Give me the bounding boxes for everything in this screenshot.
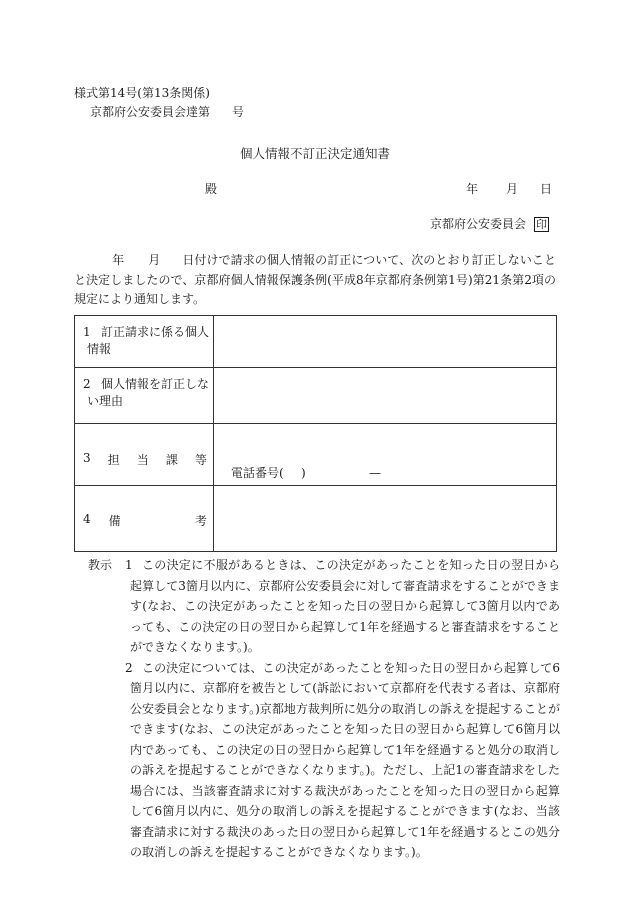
label-char: 備 [108, 514, 121, 528]
date-line [466, 180, 552, 197]
issuer-name: 京都府公安委員会 [430, 217, 527, 231]
body-text: 日付けで請求の個人情報の訂正について、次のとおり訂正しないことと決定しましたので、京都府個人情報保護条例(平成8年京都府条例第1号)第21条第2項の規定により通知します。 [74, 253, 556, 306]
phone-label: 電話番号( [231, 466, 284, 480]
table-row [75, 316, 557, 368]
instruction-number: 2 [125, 660, 133, 675]
label-char: 課 [165, 453, 178, 467]
row-label: 訂正請求に係る個人 [101, 325, 210, 339]
value-cell [214, 316, 557, 368]
phone-line [231, 464, 556, 481]
document-title: 個人情報不訂正決定通知書 [239, 146, 390, 161]
instructions-heading: 教示 [88, 558, 113, 572]
body-month: 月 [148, 253, 161, 267]
value-cell [214, 486, 557, 552]
date-year: 年 [466, 182, 479, 196]
info-table [74, 315, 557, 552]
value-cell [214, 424, 557, 486]
instruction-number: 1 [125, 558, 133, 572]
label-char: 当 [136, 453, 149, 467]
table-row [75, 424, 557, 486]
notice-body [74, 251, 556, 310]
date-month: 月 [506, 182, 519, 196]
instruction-item [88, 555, 560, 658]
instruction-text: この決定に不服があるときは、この決定があったことを知った日の翌日から起算して3箇月以内に、京都府公安委員会に対して審査請求をすることができます(なお、この決定があったことを知った日の翌日から起算して3箇月以内であっても、この決定の日の翌日から起算して1年を経過すると審査請求をすることができなくなります。)。 [130, 558, 560, 654]
row-number: 2 [83, 377, 91, 391]
notice-number [90, 103, 244, 120]
row-label-cont: 情報 [87, 342, 112, 356]
row-label-cont: い理由 [87, 394, 124, 408]
row-number: 1 [83, 325, 91, 339]
notice-number-prefix: 京都府公安委員会達第 [90, 105, 211, 119]
seal-mark: 印 [536, 218, 548, 231]
addressee-suffix: 殿 [205, 182, 218, 196]
label-char: 考 [194, 514, 207, 528]
phone-dash: — [369, 466, 381, 480]
table-row [75, 368, 557, 424]
instruction-text: この決定については、この決定があったことを知った日の翌日から起算して6箇月以内に、京都府を被告として(訴訟において京都府を代表する者は、京都府公安委員会となります。)京都地方裁判所に処分の取消しの訴えを提起することができます(なお、この決定があったことを知った日の翌日から起算して6箇月以内であっても、この決定の日の翌日から起算して1年を経過すると処分の取消しの訴えを提起することができなくなります。)。ただし、上記1の審査請求をした場合には、当該審査請求に対する裁決があったことを知った日の翌日から起算して6箇月以内に、処分の取消しの訴えを提起することができます(なお、当該審査請求に対する裁決のあった日の翌日から起算して1年を経過するとこの処分の取消しの訴えを提起することができなくなります。)。 [130, 660, 560, 859]
table-row [75, 486, 557, 552]
row-number: 3 [83, 451, 91, 465]
label-char: 等 [194, 453, 207, 467]
date-day: 日 [540, 182, 553, 196]
instructions [88, 555, 560, 863]
notice-number-suffix: 号 [232, 105, 245, 119]
row-number: 4 [83, 512, 91, 526]
form-number: 様式第14号(第13条関係) [74, 86, 210, 100]
instruction-item [88, 658, 560, 863]
value-cell [214, 368, 557, 424]
label-char: 担 [107, 453, 120, 467]
issuer [430, 215, 549, 232]
body-year: 年 [112, 253, 125, 267]
row-label: 個人情報を訂正しな [101, 377, 210, 391]
phone-paren-close: ) [301, 466, 306, 480]
